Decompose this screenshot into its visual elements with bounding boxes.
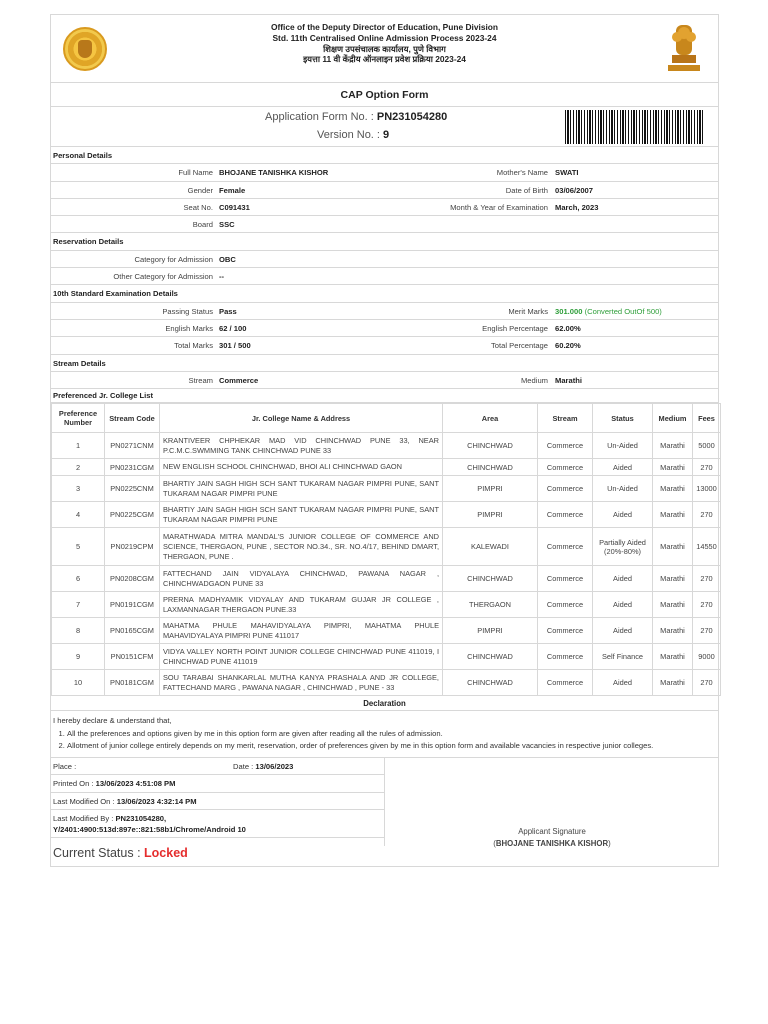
area-cell: PIMPRI xyxy=(443,476,538,502)
college-name-cell: NEW ENGLISH SCHOOL CHINCHWAD, BHOI ALI CHINCHWAD GAON xyxy=(160,459,443,476)
header-line-2: Std. 11th Centralised Online Admission Process 2023-24 xyxy=(272,32,497,43)
area-cell: PIMPRI xyxy=(443,502,538,528)
pref-number-cell: 6 xyxy=(52,566,105,592)
personal-row-board xyxy=(51,216,718,233)
status-cell: Aided xyxy=(593,618,653,644)
cap-option-form xyxy=(50,14,719,867)
area-cell: PIMPRI xyxy=(443,618,538,644)
board-label: Board xyxy=(192,220,213,230)
col-college-name: Jr. College Name & Address xyxy=(160,404,443,433)
barcode-icon xyxy=(565,110,705,144)
merit-marks-note: (Converted OutOf 500) xyxy=(584,306,662,316)
table-row xyxy=(52,566,721,592)
stream-value: Commerce xyxy=(219,375,259,385)
pref-number-cell: 7 xyxy=(52,592,105,618)
personal-row-gender xyxy=(51,182,718,199)
stream-cell: Commerce xyxy=(538,618,593,644)
application-label: Application Form No. : xyxy=(265,111,377,123)
seat-label: Seat No. xyxy=(183,202,213,212)
status-cell: Self Finance xyxy=(593,644,653,670)
declaration-point: 1. All the preferences and options given by me in this option form are given after reading all the rules of admission. xyxy=(67,728,716,741)
last-modified-by-row xyxy=(51,810,384,838)
area-cell: THERGAON xyxy=(443,592,538,618)
pref-number-cell: 5 xyxy=(52,528,105,566)
stream-cell: Commerce xyxy=(538,528,593,566)
form-footer xyxy=(51,758,718,866)
table-row xyxy=(52,502,721,528)
exam-row-english xyxy=(51,320,718,337)
fees-cell: 13000 xyxy=(693,476,721,502)
status-cell: Un-Aided xyxy=(593,433,653,459)
fees-cell: 270 xyxy=(693,459,721,476)
merit-marks-value: 301.000 xyxy=(555,306,583,316)
declaration-text xyxy=(51,711,718,758)
status-cell: Aided xyxy=(593,670,653,696)
college-name-cell: PRERNA MADHYAMIK VIDYALAY AND TUKARAM GUJAR JR COLLEGE , LAXMANNAGAR THERGAON PUNE.33 xyxy=(160,592,443,618)
category-value: OBC xyxy=(219,254,236,264)
col-stream: Stream xyxy=(538,404,593,433)
fees-cell: 270 xyxy=(693,502,721,528)
col-fees: Fees xyxy=(693,404,721,433)
college-name-cell: MAHATMA PHULE MAHAVIDYALAYA PIMPRI, MAHATMA PHULE MAHAVIDYALAYA PIMPRI PUNE 411017 xyxy=(160,618,443,644)
pref-number-cell: 1 xyxy=(52,433,105,459)
merit-marks-line xyxy=(555,303,662,320)
college-name-cell: BHARTIY JAIN SAGH HIGH SCH SANT TUKARAM NAGAR PIMPRI PUNE, SANT TUKARAM NAGAR PIMPRI PUNE xyxy=(160,502,443,528)
stream-code-cell: PN0219CPM xyxy=(105,528,160,566)
area-cell: CHINCHWAD xyxy=(443,566,538,592)
declaration-intro: I hereby declare & understand that, xyxy=(53,716,172,726)
maharashtra-seal-icon xyxy=(63,27,107,71)
exam-label: Month & Year of Examination xyxy=(450,202,548,212)
header-line-1: Office of the Deputy Director of Education, Pune Division xyxy=(270,22,499,32)
personal-row-name xyxy=(51,164,718,181)
college-name-cell: KRANTIVEER CHPHEKAR MAD VID CHINCHWAD PUNE 33, NEAR P.C.M.C.SWMMING TANK CHINCHWAD PUNE 33 xyxy=(160,433,443,459)
exam-details-heading: 10th Standard Examination Details xyxy=(51,285,718,302)
stream-cell: Commerce xyxy=(538,670,593,696)
declaration-point: 2. Allotment of junior college entirely depends on my merit, reservation, order of preferences given by me in this option form and available vacancies in respective junior colleges. xyxy=(67,740,716,753)
form-header xyxy=(51,15,718,83)
merit-marks-label: Merit Marks xyxy=(508,306,548,316)
area-cell: CHINCHWAD xyxy=(443,670,538,696)
college-name-cell: MARATHWADA MITRA MANDAL'S JUNIOR COLLEGE OF COMMERCE AND SCIENCE, THERGAON, PUNE , SECTOR NO.34., SR. NO.4/17, BEHIND DMART, THERGAON, PUNE . xyxy=(160,528,443,566)
pref-number-cell: 2 xyxy=(52,459,105,476)
table-row xyxy=(52,592,721,618)
english-marks-label: English Marks xyxy=(165,323,213,333)
stream-cell: Commerce xyxy=(538,433,593,459)
college-name-cell: FATTECHAND JAIN VIDYALAYA CHINCHWAD, PAWANA NAGAR , CHINCHWADGAON PUNE 33 xyxy=(160,566,443,592)
fees-cell: 5000 xyxy=(693,433,721,459)
fees-cell: 270 xyxy=(693,566,721,592)
stream-details-heading: Stream Details xyxy=(51,355,718,372)
english-percentage-value: 62.00% xyxy=(555,323,581,333)
fees-cell: 9000 xyxy=(693,644,721,670)
personal-row-seat xyxy=(51,199,718,216)
table-row xyxy=(52,459,721,476)
college-preference-table xyxy=(51,403,721,696)
seat-value: C091431 xyxy=(219,202,250,212)
stream-cell: Commerce xyxy=(538,592,593,618)
status-cell: Aided xyxy=(593,502,653,528)
table-row xyxy=(52,670,721,696)
version-label: Version No. : xyxy=(317,129,384,141)
exam-value: March, 2023 xyxy=(555,202,599,212)
stream-cell: Commerce xyxy=(538,476,593,502)
stream-code-cell: PN0231CGM xyxy=(105,459,160,476)
exam-row-total xyxy=(51,337,718,354)
dob-value: 03/06/2007 xyxy=(555,185,594,195)
college-name-cell: SOU TARABAI SHANKARLAL MUTHA KANYA PRASHALA AND JR COLLEGE, FATTECHAND MARG , PAWANA NAGAR , CHINCHWAD , PUNE - 33 xyxy=(160,670,443,696)
medium-cell: Marathi xyxy=(653,592,693,618)
passing-status-value: Pass xyxy=(219,306,237,316)
application-number: PN231054280 xyxy=(376,111,448,123)
status-cell: Aided xyxy=(593,459,653,476)
college-name-cell: VIDYA VALLEY NORTH POINT JUNIOR COLLEGE CHINCHWAD PUNE 411019, I CHINCHWAD PUNE 411019 xyxy=(160,644,443,670)
printed-on-value: 13/06/2023 4:51:08 PM xyxy=(95,779,176,789)
passing-status-label: Passing Status xyxy=(162,306,213,316)
stream-code-cell: PN0225CGM xyxy=(105,502,160,528)
gender-value: Female xyxy=(219,185,246,195)
english-marks-value: 62 / 100 xyxy=(219,323,247,333)
last-modified-label: Last Modified On : xyxy=(53,796,117,806)
printed-on-row xyxy=(51,775,384,792)
status-cell: Un-Aided xyxy=(593,476,653,502)
table-row xyxy=(52,618,721,644)
national-emblem-icon xyxy=(662,21,706,77)
stream-code-cell: PN0151CFM xyxy=(105,644,160,670)
col-status: Status xyxy=(593,404,653,433)
last-modified-by-value: PN231054280, xyxy=(115,813,167,823)
pref-number-cell: 3 xyxy=(52,476,105,502)
col-medium: Medium xyxy=(653,404,693,433)
stream-code-cell: PN0181CGM xyxy=(105,670,160,696)
personal-details-heading: Personal Details xyxy=(51,147,718,164)
status-cell: Aided xyxy=(593,592,653,618)
stream-row xyxy=(51,372,718,389)
full-name-value: BHOJANE TANISHKA KISHOR xyxy=(219,168,329,178)
date-value: 13/06/2023 xyxy=(255,761,294,771)
stream-code-cell: PN0208CGM xyxy=(105,566,160,592)
stream-cell: Commerce xyxy=(538,644,593,670)
stream-label: Stream xyxy=(188,375,213,385)
table-row xyxy=(52,476,721,502)
medium-cell: Marathi xyxy=(653,502,693,528)
medium-cell: Marathi xyxy=(653,476,693,502)
declaration-points xyxy=(53,728,716,753)
version-number: 9 xyxy=(383,129,390,141)
medium-cell: Marathi xyxy=(653,459,693,476)
last-modified-by-label: Last Modified By : xyxy=(53,813,116,823)
medium-cell: Marathi xyxy=(653,618,693,644)
medium-value: Marathi xyxy=(555,375,583,385)
medium-cell: Marathi xyxy=(653,644,693,670)
place-label: Place : xyxy=(53,761,77,771)
stream-code-cell: PN0271CNM xyxy=(105,433,160,459)
mother-name-value: SWATI xyxy=(555,168,579,178)
date-line xyxy=(233,758,293,775)
medium-label: Medium xyxy=(520,375,548,385)
pref-number-cell: 9 xyxy=(52,644,105,670)
gender-label: Gender xyxy=(187,185,213,195)
total-percentage-value: 60.20% xyxy=(555,341,581,351)
header-line-4: इयत्ता 11 वी केंद्रीय ऑनलाइन प्रवेश प्रक्रिया 2023-24 xyxy=(303,54,466,65)
stream-code-cell: PN0191CGM xyxy=(105,592,160,618)
signature-name-line: (BHOJANE TANISHKA KISHOR) xyxy=(493,838,611,848)
application-info xyxy=(51,107,718,147)
medium-cell: Marathi xyxy=(653,670,693,696)
pref-number-cell: 10 xyxy=(52,670,105,696)
stream-code-cell: PN0165CGM xyxy=(105,618,160,644)
last-modified-by-agent: Y/2401:4900:513d:897e::821:58b1/Chrome/Android 10 xyxy=(53,824,246,834)
date-label: Date : xyxy=(233,761,256,771)
category-label: Category for Admission xyxy=(134,254,213,264)
reservation-row-other xyxy=(51,268,718,285)
status-cell: Aided xyxy=(593,566,653,592)
col-stream-code: Stream Code xyxy=(105,404,160,433)
table-header-row xyxy=(52,404,721,433)
current-status xyxy=(51,846,188,860)
reservation-details-heading: Reservation Details xyxy=(51,233,718,250)
applicant-signature xyxy=(384,826,720,850)
last-modified-row xyxy=(51,793,384,810)
college-name-cell: BHARTIY JAIN SAGH HIGH SCH SANT TUKARAM NAGAR PIMPRI PUNE, SANT TUKARAM NAGAR PIMPRI PUNE xyxy=(160,476,443,502)
other-category-value: -- xyxy=(219,272,225,282)
col-area: Area xyxy=(443,404,538,433)
signature-label: Applicant Signature xyxy=(518,826,586,836)
dob-label: Date of Birth xyxy=(505,185,548,195)
total-percentage-label: Total Percentage xyxy=(491,341,548,351)
reservation-row-category xyxy=(51,251,718,268)
medium-cell: Marathi xyxy=(653,433,693,459)
other-category-label: Other Category for Admission xyxy=(113,272,213,282)
stream-cell: Commerce xyxy=(538,459,593,476)
total-marks-label: Total Marks xyxy=(174,341,213,351)
fees-cell: 270 xyxy=(693,592,721,618)
table-row xyxy=(52,644,721,670)
total-marks-value: 301 / 500 xyxy=(219,341,251,351)
table-row xyxy=(52,528,721,566)
fees-cell: 270 xyxy=(693,670,721,696)
fees-cell: 270 xyxy=(693,618,721,644)
signature-name: BHOJANE TANISHKA KISHOR xyxy=(495,838,609,848)
application-number-line xyxy=(265,111,447,123)
college-list-heading: Preferenced Jr. College List xyxy=(51,389,718,403)
board-value: SSC xyxy=(219,220,235,230)
last-modified-value: 13/06/2023 4:32:14 PM xyxy=(116,796,197,806)
version-line xyxy=(317,129,389,141)
form-title: CAP Option Form xyxy=(51,83,718,107)
place-date-row xyxy=(51,758,384,775)
area-cell: CHINCHWAD xyxy=(443,433,538,459)
col-preference-number: Preference Number xyxy=(52,404,105,433)
stream-cell: Commerce xyxy=(538,566,593,592)
medium-cell: Marathi xyxy=(653,566,693,592)
pref-number-cell: 4 xyxy=(52,502,105,528)
declaration-title: Declaration xyxy=(51,696,718,711)
status-cell: Partially Aided (20%-80%) xyxy=(593,528,653,566)
area-cell: CHINCHWAD xyxy=(443,644,538,670)
header-line-3: शिक्षण उपसंचालक कार्यालय, पुणे विभाग xyxy=(323,43,446,54)
status-value: Locked xyxy=(144,845,188,860)
status-label: Current Status : xyxy=(53,845,145,860)
stream-code-cell: PN0225CNM xyxy=(105,476,160,502)
stream-cell: Commerce xyxy=(538,502,593,528)
area-cell: CHINCHWAD xyxy=(443,459,538,476)
exam-row-passing xyxy=(51,303,718,320)
college-table-body xyxy=(52,433,721,696)
mother-name-label: Mother's Name xyxy=(496,168,548,178)
pref-number-cell: 8 xyxy=(52,618,105,644)
printed-on-label: Printed On : xyxy=(53,779,96,789)
area-cell: KALEWADI xyxy=(443,528,538,566)
full-name-label: Full Name xyxy=(178,168,213,178)
table-row xyxy=(52,433,721,459)
medium-cell: Marathi xyxy=(653,528,693,566)
fees-cell: 14550 xyxy=(693,528,721,566)
english-percentage-label: English Percentage xyxy=(482,323,548,333)
